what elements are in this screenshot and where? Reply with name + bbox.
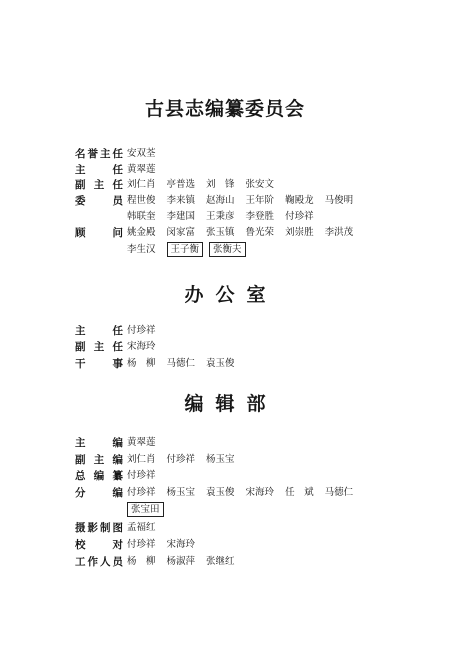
role-label: 主任 xyxy=(75,164,123,176)
person-name: 李登胜 xyxy=(245,211,275,222)
name-list xyxy=(127,537,206,553)
person-name: 宋海玲 xyxy=(245,487,275,498)
role-label: 摄影制图 xyxy=(75,522,123,534)
name-list xyxy=(127,554,246,570)
person-name: 马德仁 xyxy=(166,358,196,369)
person-name: 杨 柳 xyxy=(127,556,156,567)
person-name: 黄翠莲 xyxy=(127,437,156,448)
person-name-boxed: 张衡夫 xyxy=(209,242,246,257)
name-list xyxy=(127,323,167,339)
person-name: 杨淑萍 xyxy=(166,556,196,567)
name-list xyxy=(127,435,167,451)
office-title: 办公室 xyxy=(184,284,278,306)
person-name: 宋海玲 xyxy=(166,539,196,550)
person-name: 付珍祥 xyxy=(127,539,156,550)
name-list xyxy=(127,468,167,484)
person-name: 袁玉俊 xyxy=(206,358,235,369)
person-name: 杨玉宝 xyxy=(206,454,235,465)
role-label: 主编 xyxy=(75,437,123,449)
person-name: 李洪茂 xyxy=(324,227,354,238)
name-list xyxy=(127,502,170,518)
person-name-boxed: 张宝田 xyxy=(127,502,164,517)
person-name: 刘 锋 xyxy=(206,179,235,190)
person-name: 王年阶 xyxy=(245,195,275,206)
person-name: 闵家富 xyxy=(166,227,196,238)
person-name: 姚金殿 xyxy=(127,227,156,238)
person-name: 刘仁肖 xyxy=(127,454,156,465)
person-name: 袁玉俊 xyxy=(206,487,235,498)
role-label: 副主编 xyxy=(75,454,123,466)
person-name: 韩联奎 xyxy=(127,211,156,222)
role-label: 委员 xyxy=(75,195,123,207)
person-name: 安双荃 xyxy=(127,148,156,159)
person-name: 赵海山 xyxy=(206,195,235,206)
person-name: 马俊明 xyxy=(324,195,354,206)
name-list xyxy=(127,146,167,162)
role-label: 副主任 xyxy=(75,179,123,191)
person-name: 杨玉宝 xyxy=(166,487,196,498)
role-label: 总编纂 xyxy=(75,470,123,482)
person-name: 付珍祥 xyxy=(127,325,156,336)
person-name: 亭普选 xyxy=(166,179,196,190)
person-name: 王秉彦 xyxy=(206,211,235,222)
name-list xyxy=(127,177,285,193)
person-name: 马德仁 xyxy=(324,487,354,498)
name-list xyxy=(127,209,325,225)
person-name: 任 斌 xyxy=(285,487,314,498)
name-list xyxy=(127,485,364,501)
person-name: 付珍祥 xyxy=(127,487,156,498)
name-list xyxy=(127,225,364,241)
name-list xyxy=(127,452,246,468)
name-list xyxy=(127,520,167,536)
person-name: 李生汉 xyxy=(127,244,156,255)
person-name: 付珍祥 xyxy=(166,454,196,465)
person-name: 宋海玲 xyxy=(127,341,156,352)
person-name: 孟福红 xyxy=(127,522,156,533)
role-label: 顾问 xyxy=(75,227,123,239)
role-label: 工作人员 xyxy=(75,556,123,568)
name-list xyxy=(127,242,252,258)
person-name: 刘崇胜 xyxy=(285,227,314,238)
person-name: 刘仁肖 xyxy=(127,179,156,190)
committee-title: 古县志编纂委员会 xyxy=(144,98,305,120)
role-label: 副主任 xyxy=(75,341,123,353)
name-list xyxy=(127,356,246,372)
role-label: 名誉主任 xyxy=(75,148,123,160)
person-name: 张玉镇 xyxy=(206,227,235,238)
role-label: 干事 xyxy=(75,358,123,370)
person-name-boxed: 王子衡 xyxy=(167,242,204,257)
role-label: 校对 xyxy=(75,539,123,551)
person-name: 杨 柳 xyxy=(127,358,156,369)
person-name: 张安文 xyxy=(245,179,275,190)
person-name: 鲁光荣 xyxy=(245,227,275,238)
name-list xyxy=(127,193,364,209)
person-name: 李建国 xyxy=(166,211,196,222)
role-label: 主任 xyxy=(75,325,123,337)
name-list xyxy=(127,339,167,355)
person-name: 付珍祥 xyxy=(285,211,314,222)
editorial-title: 编辑部 xyxy=(184,393,278,415)
role-label: 分编 xyxy=(75,487,123,499)
name-list xyxy=(127,162,167,178)
person-name: 李来镇 xyxy=(166,195,196,206)
person-name: 黄翠莲 xyxy=(127,164,156,175)
person-name: 程世俊 xyxy=(127,195,156,206)
person-name: 鞠殿龙 xyxy=(285,195,314,206)
person-name: 付珍祥 xyxy=(127,470,156,481)
person-name: 张继红 xyxy=(206,556,235,567)
